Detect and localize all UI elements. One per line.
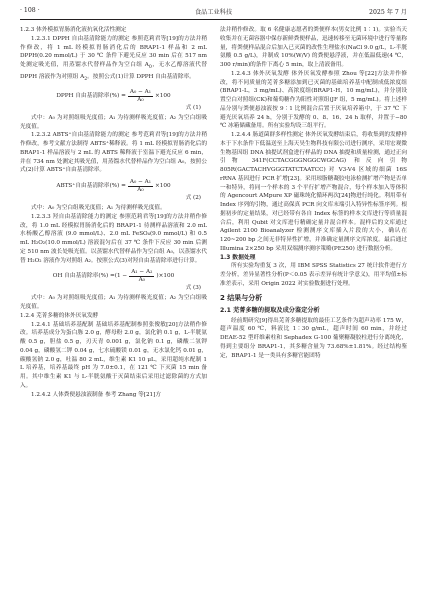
formula-3-description: 式中：A₀ 为对照组吸光度值；A₁ 为待测样吸光度值；A₂ 为空白组吸光度值。 — [20, 295, 207, 310]
formula-1-description: 式中：A₀ 为对照组吸光度值；A₁ 为待测样吸光度值；A₂ 为空白组吸光度值。 — [20, 114, 207, 130]
paragraph-data-processing: 所有实验均重复 3 次，用 IBM SPSS Statistics 27 统计软件进行方差分析，差异显著性分析(P＜0.05 表示差异有统计学意义)，用平均值±标准差表示，采用 Origin 2022 对实验数据进行处理。 — [220, 263, 407, 287]
header-rule — [20, 19, 407, 20]
formula-1: DPPH 自由基清除率(%) = $\frac{\text{A₀ − A₁}}{\text{A₀}}$ ×100 — [56, 88, 171, 103]
page-number: · 108 · — [20, 7, 40, 14]
section-2-1-heading: 2.1 芜菁多糖的提取及成分鉴定分析 — [220, 306, 320, 314]
formula-1-number: 式 (1) — [185, 104, 201, 111]
section-1-2-3-heading: 1.2.3 体外模拟胃肠消化液抗氧化活性测定 — [20, 27, 127, 33]
paragraph-fecal-suspension: 1.2.4.2 人体粪便悬浊液制备 参考 Zhang 等[21]方 — [31, 391, 161, 398]
paragraph-dpph: 1.2.3.1 DPPH 自由基清除能力的测定 参照范莉君等[19]的方法并稍作修改，将 1 mL 经模拟胃肠消化后的 BRAP1-1 样品和 2 mL DPPH(0.20 mmol/L) 于 30 ℃ 条件下避光反应 30 min 后在 517 nm 处测定吸光值，用蒸馏水代替样品作为空白组 $A_0$，无水乙醇溶液代替 DPPH 溶液作为对照组 $A_2$。按照公式(1)计算 DPPH 自由基清除率。 — [20, 35, 207, 82]
paragraph-fermentation: 1.2.4.3 体外厌氧发酵 体外厌氧发酵参照 Zhou 等[22]方法并作修改，将不同质量的芜菁多糖添加到已灭菌的基础培养基中配制成低浓度组(BRAP1-L，3 mg/mL)、高浓度组(BRAP1-H，10 mg/mL)，并分别设置空白对照组(CK)和葡萄糖作为阳性对照组(JF 组，5 mg/mL)。将上述样品分别与粪便悬浊液按 9∶1 比例混合后置于厌氧培养箱中，于 37 ℃ 下避光厌氧培养 24 h，分别于发酵的 0、8、16、24 h 取样，并置于−80 ℃ 冰箱储藏备用。所有实验均设三组平行。 — [220, 70, 407, 130]
section-1-2-4-heading: 1.2.4 芜菁多糖的体外厌氧发酵 — [20, 312, 99, 319]
paragraph-medium: 1.2.4.1 基础培养基配制 基础培养基配制参照张俊敏[20]方法稍作修改。培养基成分为蛋白胨 2.0 g，酵母粉 2.0 g，氯化钠 0.1 g，L-半胱氨酸 0.5 g，胆盐 0.5 g，刃天青 0.001 g，氯化钠 0.1 g，磷酸二氢钾 0.04 g，磷酸氢二钾 0.04 g，七水硫酸镁 0.01 g，无水氯化钙 0.01 g，碳酸氢钠 2.0 g，吐温 80 2 mL，维生素 K1 10 μL，采用超纯水配制 1 L 培养基，培养基最终 pH 为 7.0±0.1，在 121 ℃ 下灭菌 15 min 备用。其中维生素 K1 与 L-半胱氨酸于灭菌结束后采用过滤除菌的方式加入。 — [20, 321, 207, 389]
journal-name: 食品工业科技 — [194, 9, 233, 16]
section-1-3-heading: 1.3 数据处理 — [220, 254, 256, 261]
page-header — [20, 7, 407, 19]
formula-2-description: 式中：A₀ 为空白组吸光度值；A₁ 为待测样吸光度值。 — [31, 205, 166, 211]
formula-2: ABTS⁺自由基清除率(%) = $\frac{\text{A₀ − A₁}}{\text{A₀}}$ ×100 — [56, 179, 171, 193]
formula-3: OH 自由基清除率(%) = (1 − $\frac{\text{A₁ − A₂}}{\text{A₀}}$ )×100 — [52, 269, 175, 284]
paragraph-hydroxyl: 1.2.3.3 羟自由基清除能力的测定 参照范莉君等[19]的方法并稍作修改，将 1.0 mL 经模拟胃肠消化后的 BRAP1-1 待测样品溶液和 2.0 mL 水杨酸乙醇溶液 (9.0 mmol/L)、2.0 mL FeSO₄(9.0 mmol/L) 和 0.5 mL H₂O₂(10.0 mmol/L) 溶液混匀后在 37 ℃ 条件下反应 30 min 后测定 510 nm 波长处吸光值。以蒸馏水代替样品作为空白组 A₀，以蒸馏水代替 H₂O₂ 溶液作为对照组 A₂。按照公式(3)对羟自由基清除率进行计算。 — [20, 213, 207, 264]
formula-2-number: 式 (2) — [185, 195, 201, 201]
formula-3-number: 式 (3) — [185, 285, 201, 292]
paragraph-microbiota: 1.2.4.4 肠道菌群多样性测定 体外厌氧发酵结束后，将收集到的发酵样本于下水条件下低温送至上海天昊生物科技有限公司进行测序，采用宏观微生物基因组 DNA 抽提试剂盒进行样品的 DNA 抽提和质量检测，通过正向引物 341F(CCTACGGGNGGCWGCAG) 和反向引物 805R(GACTACHVGGGTATCTAATCC) 对 V3-V4 区域的细菌 16S rRNA 基因进行 PCR 扩增[23]。采用琼脂糖凝胶电泳检测扩增产物是否单一和特异，将同一个样本的 3 个平行扩增产物混合，每个样本加入等体积的 Agencourt AMpure XP 磁珠纯化循环两次[24]物进行纯化。利用带有 Index 序列的引物，通过高保真 PCR 向文库末端引入特异性标签序列。根据初步的定量结果，对已经带有各自 Index 标签的样本文库进行等质量混合后，利用 Qubit 对文库进行精确定量并混合样本。混样后的文库通过 Agilent 2100 Bioanalyzer 检测测序文库插入片段的大小，确认在 120~200 bp 之间无非特异性扩增，并准确定量测序文库浓度。最后通过 Illumina 2×250 bp 采用双端测序测序策略(PE250) 进行数据分析。 — [220, 132, 407, 252]
paragraph-continued: 法并稍作修改。取 6 名健康志愿者的粪便样本(男女比例 1∶1)。实验当天收集并在无菌容器中保存新鲜粪便样品，迅速转移至无菌环境中进行等量称量，将粪便样品混合后加入已灭菌的改性生理盐水(NaCl 9.0 g/L，L-半胱氨酸 0.5 g/L)，并制成 10%(W/V) 的粪便悬浮液，并在低温低速(4 ℃，300 r/min)的条件下离心 5 min，取上清液备用。 — [220, 27, 407, 68]
issue-date: 2025 年 7 月 — [369, 9, 407, 16]
paragraph-extraction: 经前期研究[9]得出芜菁多糖提取的最佳工艺条件为超声功率 175 W，超声温度 60 ℃，料液比 1∶30 g/mL，超声时间 60 min，并经过 DEAE-52 型纤维素柱和 Sephadex G-100 葡聚糖凝胶柱进行分离纯化，得到主要组分 BRAP1-1，其多糖含量为 73.68%±1.81%。经过结构鉴定，BRAP1-1 是一类具有多糖官能团特 — [220, 317, 407, 359]
right-column — [220, 26, 407, 603]
section-2-heading: 2 结果与分析 — [220, 293, 263, 302]
paragraph-abts: 1.2.3.2 ABTS⁺自由基清除能力的测定 参考范莉君等[19]的方法并稍作修改，参考文献方法制得 ABTS⁺稀释液。将 1 mL 经模拟胃肠消化后的 BRAP1-1 样品溶液与 2 mL 的 ABTS 稀释液于室温下避光反应 6 min，并在 734 nm 处测定其吸光值，用蒸馏水代替样品作为空白组 A₀，按照公式(2)计算 ABTS⁺自由基清除率。 — [20, 132, 207, 174]
left-column — [20, 26, 207, 603]
